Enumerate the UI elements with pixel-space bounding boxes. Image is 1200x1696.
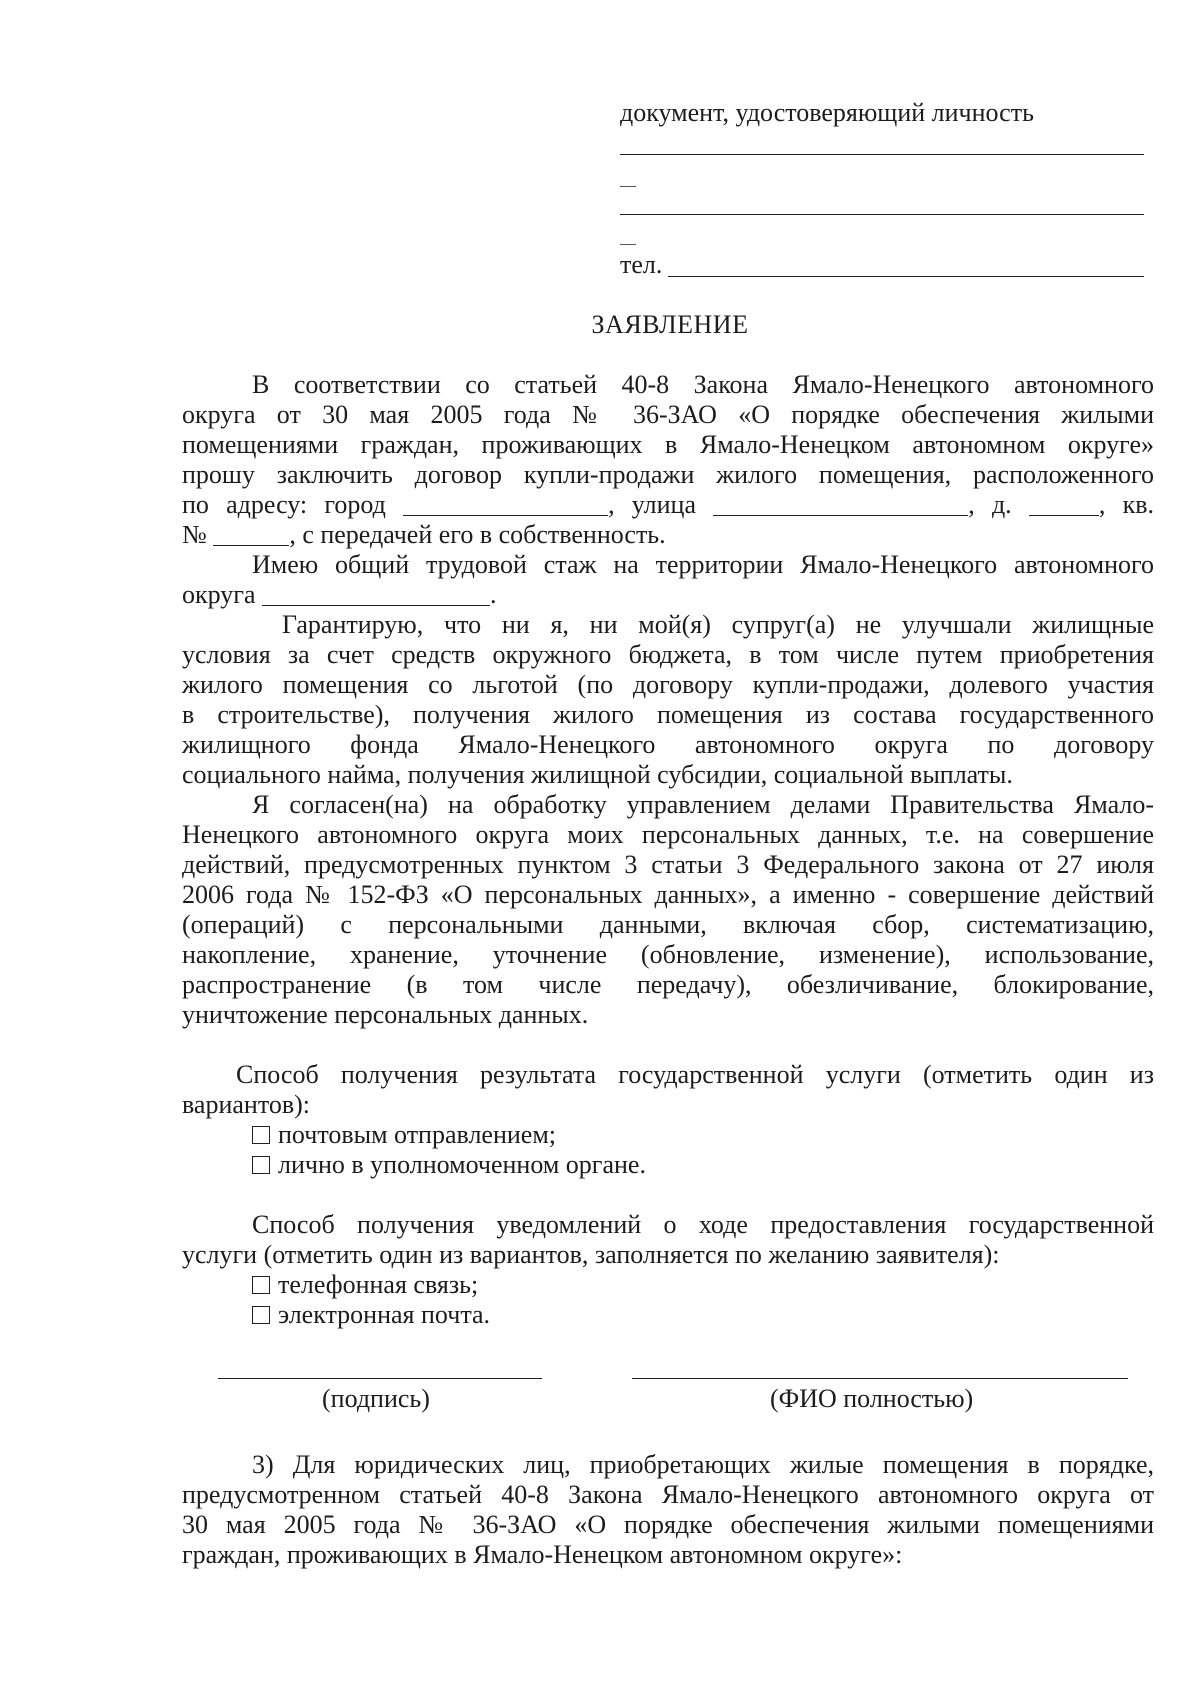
para3-line-2: условия за счет средств окружного бюджета, в том числе путем приобретения: [182, 640, 1154, 669]
period: .: [490, 580, 497, 609]
para5-line-4: граждан, проживающих в Ямало-Ненецком автономном округе»:: [182, 1540, 903, 1569]
notify-line-1: Способ получения уведомлений о ходе предоставления государственной: [252, 1210, 1154, 1239]
flat-label: , кв.: [1098, 490, 1155, 519]
delivery-option-mail-label: почтовым отправлением;: [278, 1120, 557, 1149]
experience-line: [182, 580, 1154, 610]
notify-option-phone-label: телефонная связь;: [278, 1270, 479, 1299]
document-title: ЗАЯВЛЕНИЕ: [591, 310, 749, 339]
flat-number-field[interactable]: [213, 523, 289, 546]
delivery-line-2: вариантов):: [182, 1090, 311, 1119]
notify-option-email[interactable]: [252, 1300, 490, 1330]
para3-line-3: жилого помещения со льготой (по договору купли-продажи, долевого участия: [182, 670, 1154, 699]
delivery-option-mail[interactable]: [252, 1120, 556, 1150]
para1-line-1: В соответствии со статьей 40-8 Закона Ямало-Ненецкого автономного: [252, 370, 1154, 399]
para4-line-1: Я согласен(на) на обработку управлением делами Правительства Ямало-: [252, 790, 1154, 819]
delivery-line-1: Способ получения результата государственной услуги (отметить один из: [236, 1060, 1154, 1089]
signature-caption: (подпись): [322, 1384, 430, 1413]
city-label: по адресу: город: [182, 490, 386, 519]
phone-line[interactable]: [668, 276, 1144, 277]
checkbox-mail[interactable]: [252, 1126, 270, 1144]
para4-line-2: Ненецкого автономного округа моих персональных данных, т.е. на совершение: [182, 820, 1154, 849]
para2-line-1: Имею общий трудовой стаж на территории Ямало-Ненецкого автономного: [252, 550, 1154, 579]
house-label: , д.: [968, 490, 1012, 519]
para5-line-3: 30 мая 2005 года № 36-ЗАО «О порядке обеспечения жилыми помещениями: [182, 1510, 1154, 1539]
para1-line-2: округа от 30 мая 2005 года № 36-ЗАО «О порядке обеспечения жилыми: [182, 400, 1154, 429]
para3-line-1: Гарантирую, что ни я, ни мой(я) супруг(а) не улучшали жилищные: [282, 610, 1154, 639]
notify-option-phone[interactable]: [252, 1270, 478, 1300]
para4-line-6: накопление, хранение, уточнение (обновление, изменение), использование,: [182, 940, 1154, 969]
para3-line-5: жилищного фонда Ямало-Ненецкого автономного округа по договору: [182, 730, 1154, 759]
ownership-text: , с передачей его в собственность.: [289, 520, 666, 549]
experience-field[interactable]: [262, 583, 490, 606]
id-document-label: документ, удостоверяющий личность: [620, 98, 1034, 127]
delivery-option-personal-label: лично в уполномоченном органе.: [278, 1150, 646, 1179]
line-mark: [620, 186, 636, 187]
para1-line-3: помещениями граждан, проживающих в Ямало-Ненецком автономном округе»: [182, 430, 1154, 459]
para4-line-4: 2006 года № 152-ФЗ «О персональных данных», а именно - совершение действий: [182, 880, 1154, 909]
street-field[interactable]: [713, 493, 968, 516]
phone-label: тел.: [620, 250, 663, 279]
full-name-caption: (ФИО полностью): [770, 1384, 974, 1413]
checkbox-personal[interactable]: [252, 1156, 270, 1174]
checkbox-email[interactable]: [252, 1306, 270, 1324]
checkbox-phone[interactable]: [252, 1276, 270, 1294]
city-field[interactable]: [403, 493, 608, 516]
para4-line-5: (операций) с персональными данными, включая сбор, систематизацию,: [182, 910, 1154, 939]
house-field[interactable]: [1029, 493, 1099, 516]
address-line: [182, 490, 1154, 520]
notify-option-email-label: электронная почта.: [278, 1300, 491, 1329]
para5-line-2: предусмотренном статьей 40-8 Закона Ямало-Ненецкого автономного округа от: [182, 1480, 1154, 1509]
para3-line-4: в строительстве), получения жилого помещения из состава государственного: [182, 700, 1154, 729]
signature-line[interactable]: [218, 1378, 542, 1379]
id-document-line-1[interactable]: [620, 154, 1144, 155]
street-label: , улица: [608, 490, 697, 519]
line-mark: [620, 244, 636, 245]
para4-line-3: действий, предусмотренных пунктом 3 статьи 3 Федерального закона от 27 июля: [182, 850, 1154, 879]
number-sign: №: [182, 520, 207, 549]
full-name-line[interactable]: [632, 1378, 1128, 1379]
para4-line-8: уничтожение персональных данных.: [182, 1000, 589, 1029]
id-document-line-2[interactable]: [620, 214, 1144, 215]
para3-line-6: социального найма, получения жилищной субсидии, социальной выплаты.: [182, 760, 1013, 789]
notify-line-2: услуги (отметить один из вариантов, заполняется по желанию заявителя):: [182, 1240, 1000, 1269]
okrug-label: округа: [182, 580, 256, 609]
para5-line-1: 3) Для юридических лиц, приобретающих жилые помещения в порядке,: [252, 1450, 1154, 1479]
document-title-row: [0, 310, 1200, 340]
delivery-option-personal[interactable]: [252, 1150, 646, 1180]
flat-number-line: [182, 520, 1154, 550]
para4-line-7: распространение (в том числе передачу), обезличивание, блокирование,: [182, 970, 1154, 999]
para1-line-4: прошу заключить договор купли-продажи жилого помещения, расположенного: [182, 460, 1154, 489]
